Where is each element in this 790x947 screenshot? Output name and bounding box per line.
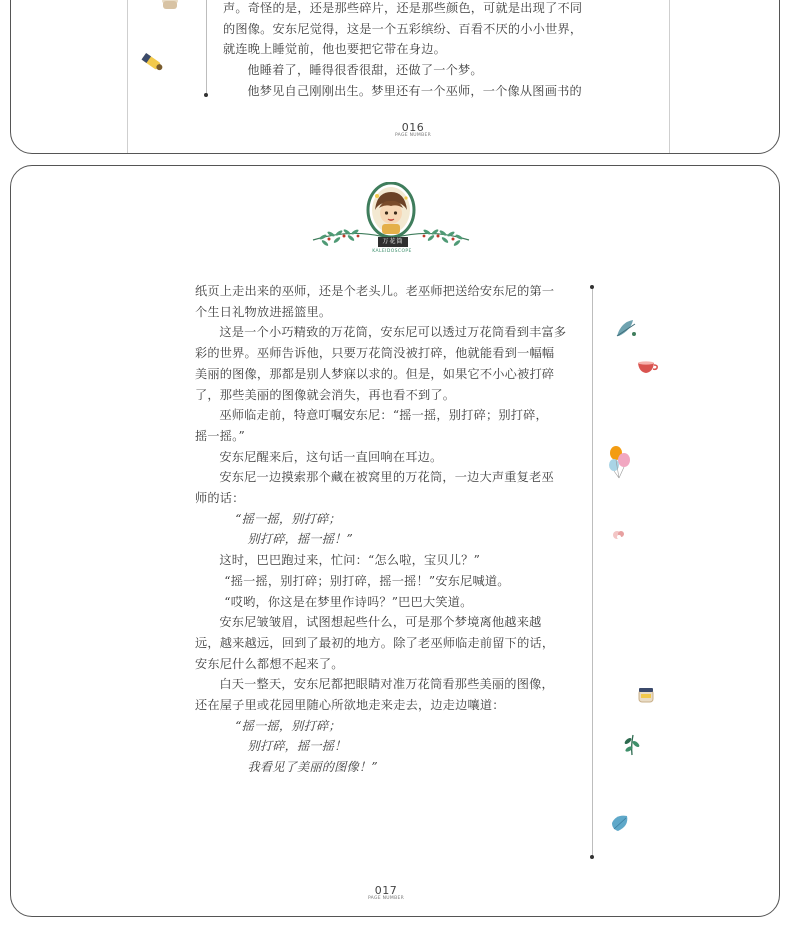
text-line: 这是一个小巧精致的万花筒，安东尼可以透过万花筒看到丰富多 [219,325,567,340]
text-line: “摇一摇，别打碎；别打碎，摇一摇！”安东尼喊道。 [224,573,510,588]
leaf-sprig-sticker-icon [621,731,643,757]
logo-title: 万花筒 [378,237,408,247]
text-line: 安东尼什么都想不起来了。 [195,656,344,671]
logo-subtitle: KALEIDOSCOPE [372,249,412,254]
text-line: 安东尼皱皱眉，试图想起些什么，可是那个梦境离他越来越 [219,615,542,630]
right-margin-line [669,0,670,154]
poem-line: “摇一摇，别打碎； [235,718,341,733]
leaf-sticker-icon [609,812,631,834]
text-line: 还在屋子里或花园里随心所欲地走来走去，边走边嚷道： [195,698,505,713]
kaleidoscope-logo [311,182,471,262]
jar-sticker-icon [635,684,657,706]
page-016-text [223,0,582,102]
page-number-016 [373,121,453,138]
text-line: 安东尼醒来后，这句话一直回响在耳边。 [219,449,443,464]
teacup-sticker-icon [159,0,181,15]
flower-sticker-icon [611,528,627,542]
guide-end-dot [590,855,594,859]
text-line: “哎哟，你这是在梦里作诗吗？”巴巴大笑道。 [224,594,473,609]
poem-line: 我看见了美丽的图像！” [247,760,378,775]
text-line: 巫师临走前，特意叮嘱安东尼：“摇一摇，别打碎；别打碎， [219,408,548,423]
feather-sticker-icon [613,316,639,340]
page-016-card [10,0,780,154]
guide-start-dot [590,285,594,289]
text-line: 他睡着了，睡得很香很甜，还做了一个梦。 [247,63,483,78]
text-line: 美丽的图像，那都是别人梦寐以求的。但是，如果它不小心被打碎 [195,366,555,381]
poem-line: 别打碎，摇一摇！ [247,739,347,754]
text-guide-line [206,0,207,97]
page-number-label: PAGE NUMBER [367,896,405,901]
text-line: 远，越来越远，回到了最初的地方。除了老巫师临走前留下的话， [195,635,555,650]
page-number-value: 017 [374,884,398,897]
page-017-text [195,281,566,778]
text-line: 纸页上走出来的巫师，还是个老头儿。老巫师把送给安东尼的第一 [195,284,555,298]
text-line: 安东尼一边摸索那个藏在被窝里的万花筒，一边大声重复老巫 [219,470,554,485]
text-guide-line [592,288,593,856]
teacup-sticker-icon [635,358,659,376]
text-line: 摇一摇。” [195,428,245,443]
text-line: 就连晚上睡觉前，他也要把它带在身边。 [223,42,446,57]
page-017-card [10,165,780,917]
page-number-value: 016 [401,121,425,134]
poem-line: 别打碎，摇一摇！” [247,532,353,547]
text-line: 了，那些美丽的图像就会消失，再也看不到了。 [195,387,456,402]
kaleidoscope-sticker-icon [139,49,165,75]
page-number-label: PAGE NUMBER [394,133,432,138]
text-line: 师的话： [195,491,245,506]
text-line: 的图像。安东尼觉得，这是一个五彩缤纷、百看不厌的小小世界， [223,21,583,36]
text-line: 个生日礼物放进摇篮里。 [195,304,332,319]
text-line: 白天一整天，安东尼都把眼睛对准万花筒看那些美丽的图像， [219,677,554,692]
balloons-sticker-icon [607,444,633,480]
text-line: 声。奇怪的是，还是那些碎片，还是那些颜色，可就是出现了不同 [223,1,583,15]
guide-end-dot [204,93,208,97]
text-line: 这时，巴巴跑过来，忙问：“怎么啦，宝贝儿？” [219,553,481,568]
text-line: 彩的世界。巫师告诉他，只要万花筒没被打碎，他就能看到一幅幅 [195,346,555,361]
text-line: 他梦见自己刚刚出生。梦里还有一个巫师，一个像从图画书的 [247,83,582,98]
left-margin-line [127,0,128,154]
page-number-017 [346,884,426,901]
poem-line: “摇一摇，别打碎； [235,511,341,526]
